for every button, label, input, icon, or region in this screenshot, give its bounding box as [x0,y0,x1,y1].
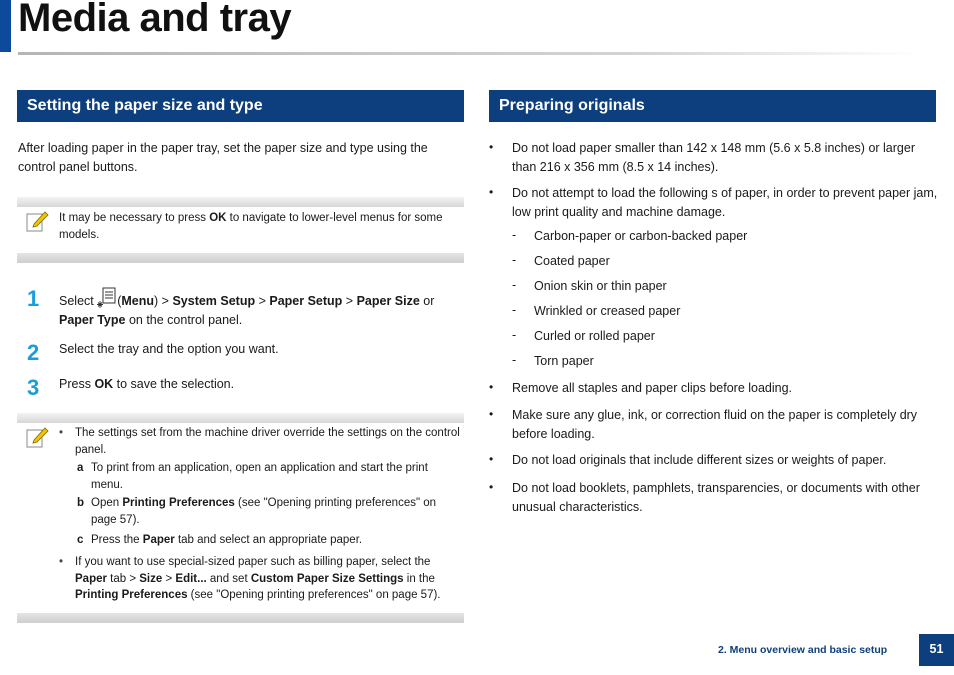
note-2-bullet-2-mark: • [59,556,64,568]
bullet-mark: • [489,480,494,494]
dash-mark: - [512,228,517,242]
b2-edit: Edit... [175,572,207,585]
sub-c-text [91,532,463,549]
step-3-ok: OK [94,377,114,391]
step-number-3: 3 [27,375,40,400]
bullet-item: Do not load booklets, pamphlets, transparencies, or documents with other unusual characteristics. [512,481,920,514]
note-2-bottom-bar [17,613,464,623]
b2-gt: > [165,572,173,585]
gt-2: > [255,294,270,308]
sub-c-pre: Press the [91,534,143,546]
bullet-mark: • [489,140,494,154]
sub-c-post: tab and select an appropriate paper. [174,534,363,546]
step-number-2: 2 [27,340,40,365]
note-1-ok: OK [209,212,227,224]
bullet-item: Remove all staples and paper clips before loading. [512,381,793,395]
section-heading-preparing-originals: Preparing originals [489,90,936,122]
step-1-select: Select [59,294,98,308]
bullet-item: Do not load paper smaller than 142 x 148 mm (5.6 x 5.8 inches) or larger than 216 x 356 mm (8.5 x 14 inches). [512,141,915,174]
sub-b-post: (see "Opening printing preferences" on page 57). [91,497,437,526]
note-2-bullet-2 [75,554,465,604]
note-box-2 [17,413,464,623]
bullet-mark: • [489,185,494,199]
footer-chapter-link[interactable]: 2. Menu overview and basic setup [718,644,888,656]
bullet-item: Do not attempt to load the following s of paper, in order to prevent paper jam, low print quality and machine damage. [512,186,938,219]
dash-mark: - [512,303,517,317]
step-3-post: to save the selection. [113,377,235,391]
bullet-item: Do not load originals that include different sizes or weights of paper. [512,453,887,467]
intro-paragraph: After loading paper in the paper tray, set the paper size and type using the control panel buttons. [18,141,428,174]
sub-list-item: Coated paper [534,254,610,268]
dash-mark: - [512,278,517,292]
menu-key-icon [97,287,117,307]
page-number: 51 [919,634,954,666]
note-2-bullet-1: The settings set from the machine driver override the settings on the control panel. [75,427,460,456]
dash-mark: - [512,328,517,342]
sub-b-bold: Printing Preferences [122,497,235,509]
b2-prefs: Printing Preferences [75,589,188,601]
step-1-system-setup: System Setup [172,294,256,308]
note-2-bullet-1-mark: • [59,427,64,439]
note-1-text [59,210,464,243]
b2-size: Size [139,572,163,585]
gt-1: > [158,294,173,308]
sub-list-item: Wrinkled or creased paper [534,304,681,318]
note-pencil-icon [25,425,49,454]
b2-custom: Custom Paper Size Settings [250,572,404,585]
step-1-text: Select (Menu) > System Setup > Paper Setup > Paper Size or Paper Type on the control panel. [59,287,459,330]
note-2-top-bar [17,413,464,423]
b2-andset: and set [206,572,251,585]
bullet-mark: • [489,380,494,394]
bullet-mark: • [489,407,494,421]
sub-b-pre: Open [91,497,123,509]
step-1-or: or [419,294,435,308]
step-number-1: 1 [27,286,40,311]
title-accent-bar [0,0,11,52]
note-1-post: to navigate to lower-level menus for some models. [59,212,443,241]
step-1-paper-type: Paper Type [59,313,126,327]
step-2-text: Select the tray and the option you want. [59,342,279,356]
sub-letter-b: b [77,497,85,509]
step-1-paper-setup: Paper Setup [269,294,343,308]
bullet-mark: • [489,452,494,466]
b2-see: (see "Opening printing preferences" on page 57). [187,589,441,601]
gt-3: > [342,294,357,308]
note-bottom-bar [17,253,464,263]
step-3-text [59,375,459,394]
sub-letter-c: c [77,534,84,546]
sub-list-item: Torn paper [534,354,594,368]
dash-mark: - [512,253,517,267]
sub-a-text: To print from an application, open an application and start the print menu. [91,462,428,491]
dash-mark: - [512,353,517,367]
sub-b-text [91,495,463,528]
sub-c-bold: Paper [142,534,175,546]
bullet-item: Make sure any glue, ink, or correction fluid on the paper is completely dry before loading. [512,408,918,441]
step-1-tail: on the control panel. [125,313,243,327]
page-title: Media and tray [18,0,292,40]
sub-list-item: Curled or rolled paper [534,329,655,343]
note-pencil-icon [25,209,49,238]
note-1-pre: It may be necessary to press [59,212,210,224]
section-heading-paper-size: Setting the paper size and type [17,90,464,122]
step-1-menu: Menu [121,294,155,308]
b2-in: in the [403,572,435,585]
step-1-paper-size: Paper Size [356,294,420,308]
sub-list-item: Carbon-paper or carbon-backed paper [534,229,748,243]
b2-pre: If you want to use special-sized paper such as billing paper, select the [75,556,431,568]
step-3-pre: Press [59,377,95,391]
title-divider [18,52,918,55]
b2-paper: Paper [75,572,107,585]
sub-letter-a: a [77,462,84,474]
note-top-bar [17,197,464,207]
b2-tab: tab > [106,572,140,585]
sub-list-item: Onion skin or thin paper [534,279,667,293]
note-box-1 [17,197,464,263]
